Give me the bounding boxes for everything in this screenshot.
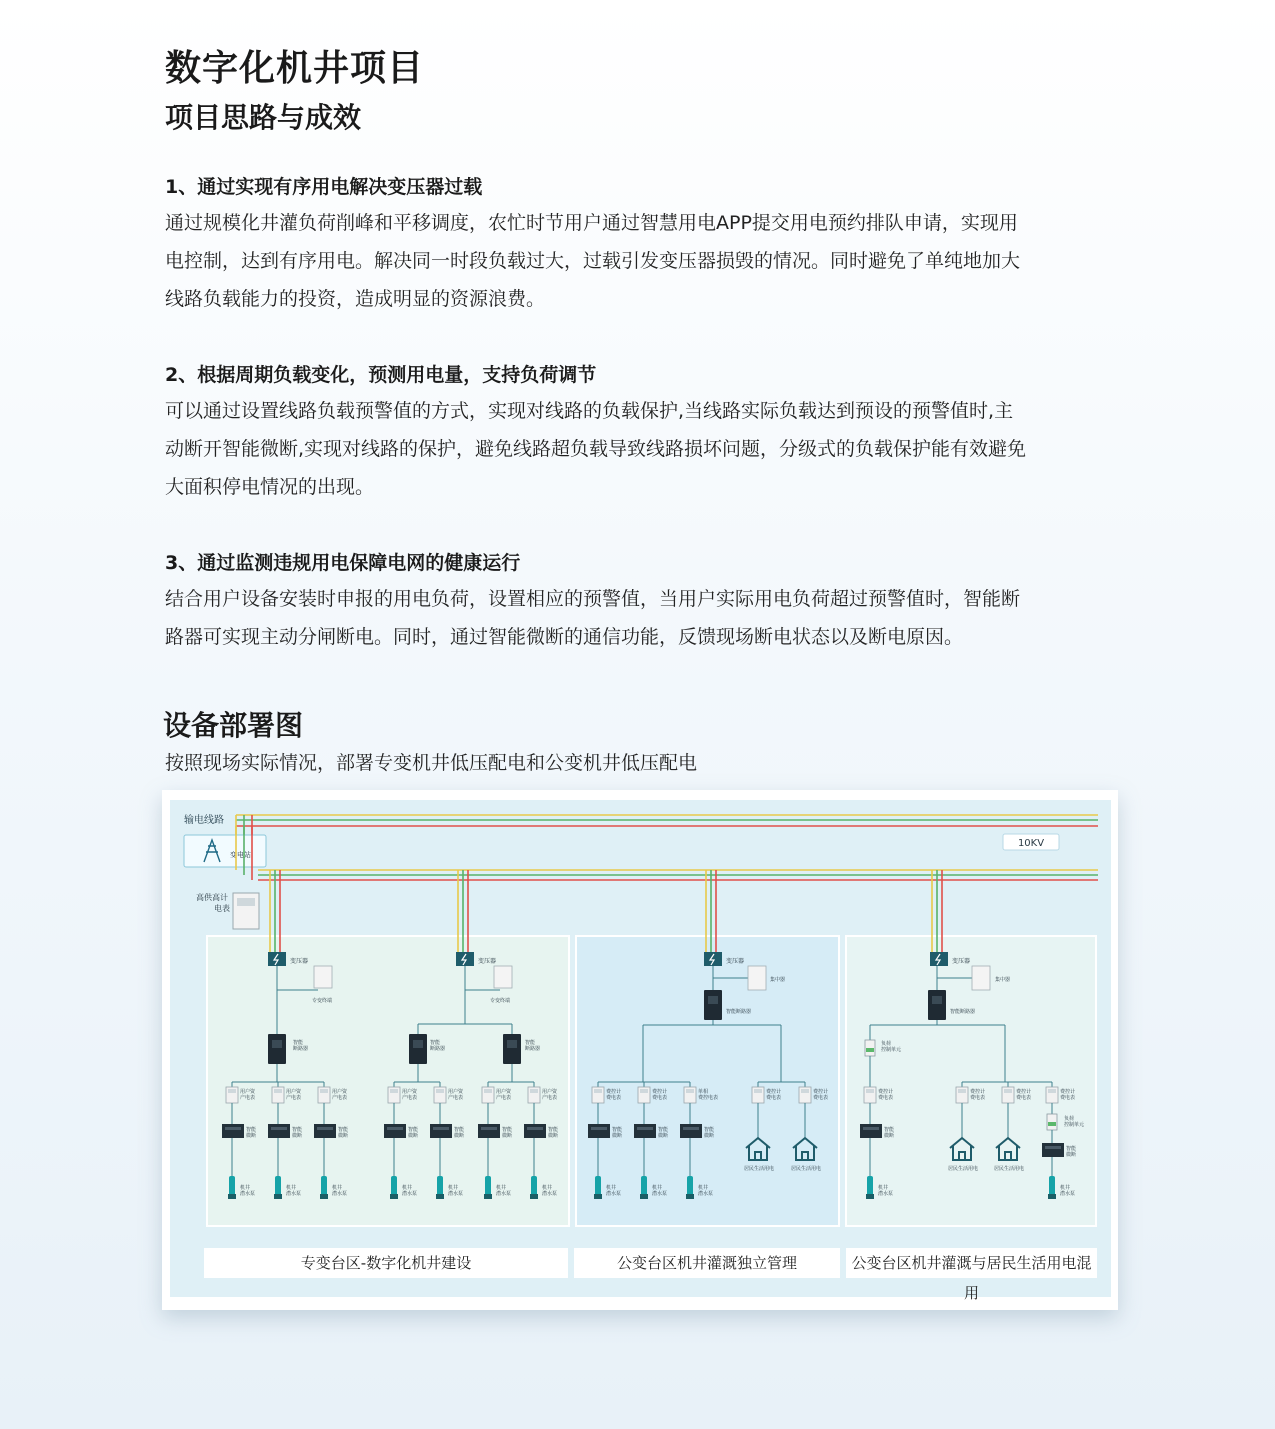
device-label: 机井 xyxy=(332,1185,343,1191)
deployment-subtitle: 按照现场实际情况，部署专变机井低压配电和公变机井低压配电 xyxy=(165,752,698,774)
device-label: 微断 xyxy=(1066,1152,1077,1158)
device-label: 机井 xyxy=(448,1185,459,1191)
breaker-face xyxy=(413,1040,423,1048)
device-label: 费电表 xyxy=(970,1095,986,1101)
device-label: 智能 xyxy=(1066,1146,1077,1152)
zone-label-public-irrigation: 公变台区机井灌溉独立管理 xyxy=(574,1248,840,1278)
meter-screen xyxy=(1004,1089,1012,1093)
pump-icon xyxy=(275,1176,281,1196)
pump-icon xyxy=(485,1176,491,1196)
zone-label-public-mixed: 公变台区机井灌溉与居民生活用电混用 xyxy=(846,1248,1097,1278)
meter-screen xyxy=(228,1089,236,1093)
device-label: 断路器 xyxy=(525,1046,541,1052)
device-label: 潜水泵 xyxy=(652,1191,668,1197)
meter-screen xyxy=(390,1089,398,1093)
breaker-icon xyxy=(409,1034,427,1064)
micro-breaker-icon xyxy=(384,1124,406,1138)
micro-breaker-icon xyxy=(430,1124,452,1138)
pump-icon xyxy=(391,1176,397,1196)
device-label: 微断 xyxy=(408,1133,419,1139)
device-label: 费控计 xyxy=(878,1089,894,1095)
transmission-line-label: 输电线路 xyxy=(184,815,224,826)
device-label: 微断 xyxy=(658,1133,669,1139)
pump-icon xyxy=(1049,1176,1055,1196)
device-label: 智能 xyxy=(548,1127,559,1133)
micro-breaker-icon xyxy=(634,1124,656,1138)
transformer-label: 变压器 xyxy=(478,958,497,965)
device-label: 费电表 xyxy=(652,1095,668,1101)
breaker-face xyxy=(272,1040,282,1048)
pump-base xyxy=(594,1194,602,1199)
device-label: 断路器 xyxy=(430,1046,446,1052)
device-label: 控制单元 xyxy=(881,1047,902,1053)
section-2-title: 2、根据周期负载变化，预测用电量，支持负荷调节 xyxy=(165,364,597,386)
pump-icon xyxy=(437,1176,443,1196)
concentrator-label: 集中器 xyxy=(995,977,1011,983)
device-label: 机井 xyxy=(652,1185,663,1191)
pump-base xyxy=(686,1194,694,1199)
micro-breaker-icon xyxy=(1042,1143,1064,1157)
device-label: 费电表 xyxy=(766,1095,782,1101)
zone-panel-public-irrigation xyxy=(576,936,839,1226)
micro-breaker-icon xyxy=(524,1124,546,1138)
device-label: 机井 xyxy=(496,1185,507,1191)
device-label: 产电表 xyxy=(402,1095,418,1101)
house-label: 居民生活用电 xyxy=(994,1166,1025,1172)
micro-breaker-face xyxy=(271,1127,287,1130)
device-label: 机井 xyxy=(606,1185,617,1191)
voltage-label: 10KV xyxy=(1017,838,1045,849)
device-label: 潜水泵 xyxy=(286,1191,302,1197)
pump-icon xyxy=(641,1176,647,1196)
transformer-label: 变压器 xyxy=(290,958,309,965)
zone-panel-dedicated xyxy=(207,936,569,1226)
device-label: 机井 xyxy=(698,1185,709,1191)
device-label: 潜水泵 xyxy=(332,1191,348,1197)
micro-breaker-icon xyxy=(860,1124,882,1138)
section-2-body xyxy=(165,392,1115,506)
device-label: 智能 xyxy=(658,1127,669,1133)
breaker-label: 智能断路器 xyxy=(950,1009,976,1015)
device-label: 潜水泵 xyxy=(878,1191,894,1197)
device-label: 费控计 xyxy=(766,1089,782,1095)
micro-breaker-face xyxy=(433,1127,449,1130)
section-1-title: 1、通过实现有序用电解决变压器过载 xyxy=(165,176,483,198)
section-2-line: 可以通过设置线路负载预警值的方式，实现对线路的负载保护,当线路实际负载达到预设的预警值时,主 xyxy=(165,400,1014,422)
breaker-icon xyxy=(268,1034,286,1064)
meter-screen xyxy=(594,1089,602,1093)
meter-screen xyxy=(801,1089,809,1093)
device-label: 用户资 xyxy=(496,1089,512,1095)
device-label: 机井 xyxy=(402,1185,413,1191)
house-label: 居民生活用电 xyxy=(791,1166,822,1172)
breaker-face xyxy=(932,996,942,1004)
device-label: 智能 xyxy=(246,1127,257,1133)
device-label: 费控计 xyxy=(970,1089,986,1095)
page-title: 数字化机井项目 xyxy=(165,48,425,89)
meter-screen xyxy=(320,1089,328,1093)
device-label: 费控计 xyxy=(1016,1089,1032,1095)
device-label: 费控计 xyxy=(606,1089,622,1095)
section-3-title: 3、通过监测违规用电保障电网的健康运行 xyxy=(165,552,521,574)
section-1-line: 通过规模化井灌负荷削峰和平移调度，农忙时节用户通过智慧用电APP提交用电预约排队申请，实现用 xyxy=(165,212,1018,234)
meter-screen xyxy=(866,1089,874,1093)
device-label: 产电表 xyxy=(332,1095,348,1101)
transformer-icon xyxy=(930,952,948,966)
device-label: 费电表 xyxy=(813,1095,829,1101)
zone-label-dedicated: 专变台区-数字化机井建设 xyxy=(204,1248,568,1278)
terminal-label: 专变终端 xyxy=(312,998,333,1004)
meter-screen xyxy=(436,1089,444,1093)
micro-breaker-face xyxy=(637,1127,653,1130)
terminal-label: 专变终端 xyxy=(490,998,511,1004)
pump-base xyxy=(274,1194,282,1199)
device-label: 机井 xyxy=(1060,1185,1071,1191)
device-label: 产电表 xyxy=(542,1095,558,1101)
device-label: 用户资 xyxy=(402,1089,418,1095)
device-label: 用户资 xyxy=(240,1089,256,1095)
device-label: 潜水泵 xyxy=(698,1191,714,1197)
device-label: 潜水泵 xyxy=(448,1191,464,1197)
house-label: 居民生活用电 xyxy=(948,1166,979,1172)
device-label: 断路器 xyxy=(293,1046,309,1052)
device-label: 机井 xyxy=(240,1185,251,1191)
device-label: 微断 xyxy=(704,1133,715,1139)
device-label: 产电表 xyxy=(496,1095,512,1101)
transformer-icon xyxy=(268,952,286,966)
device-label: 费控计 xyxy=(813,1089,829,1095)
pump-base xyxy=(484,1194,492,1199)
pump-base xyxy=(436,1194,444,1199)
micro-breaker-face xyxy=(683,1127,699,1130)
section-3-line: 路器可实现主动分闸断电。同时，通过智能微断的通信功能，反馈现场断电状态以及断电原因。 xyxy=(165,626,964,648)
device-label: 智能 xyxy=(292,1127,303,1133)
breaker-face xyxy=(708,996,718,1004)
substation-label: 变电站 xyxy=(230,851,251,859)
page-subtitle: 项目思路与成效 xyxy=(165,101,362,134)
device-label: 费控计 xyxy=(652,1089,668,1095)
micro-breaker-face xyxy=(225,1127,241,1130)
pump-base xyxy=(530,1194,538,1199)
device-label: 潜水泵 xyxy=(606,1191,622,1197)
device-label: 智能 xyxy=(502,1127,513,1133)
device-label: 潜水泵 xyxy=(542,1191,558,1197)
section-1-line: 电控制，达到有序用电。解决同一时段负载过大，过载引发变压器损毁的情况。同时避免了单纯地加大 xyxy=(165,250,1021,272)
transformer-label: 变压器 xyxy=(726,958,745,965)
device-label: 费控计 xyxy=(1060,1089,1076,1095)
micro-breaker-face xyxy=(527,1127,543,1130)
pump-icon xyxy=(229,1176,235,1196)
device-label: 用户资 xyxy=(542,1089,558,1095)
section-2-line: 动断开智能微断,实现对线路的保护，避免线路超负载导致线路损坏问题，分级式的负载保护能有效避免 xyxy=(165,438,1027,460)
device-label: 用户资 xyxy=(448,1089,464,1095)
device-label: 机井 xyxy=(542,1185,553,1191)
micro-breaker-icon xyxy=(588,1124,610,1138)
pump-base xyxy=(228,1194,236,1199)
pump-icon xyxy=(321,1176,327,1196)
pump-base xyxy=(320,1194,328,1199)
section-1-line: 线路负载能力的投资，造成明显的资源浪费。 xyxy=(165,288,546,310)
meter-screen xyxy=(274,1089,282,1093)
pump-base xyxy=(640,1194,648,1199)
micro-breaker-face xyxy=(481,1127,497,1130)
device-label: 控制单元 xyxy=(1064,1122,1085,1128)
meter-label: 电表 xyxy=(214,904,230,913)
micro-breaker-icon xyxy=(478,1124,500,1138)
breaker-label: 智能断路器 xyxy=(726,1009,752,1015)
zone-panel-public-mixed xyxy=(846,936,1096,1226)
micro-breaker-face xyxy=(387,1127,403,1130)
device-label: 机井 xyxy=(286,1185,297,1191)
meter-label: 高供高计 xyxy=(196,893,228,902)
device-label: 费电表 xyxy=(1016,1095,1032,1101)
device-label: 单相 xyxy=(698,1089,709,1095)
micro-breaker-face xyxy=(591,1127,607,1130)
terminal-icon xyxy=(314,966,332,988)
device-label: 用户资 xyxy=(286,1089,302,1095)
breaker-face xyxy=(507,1040,517,1048)
diagram-svg xyxy=(162,790,1118,1310)
device-label: 微断 xyxy=(246,1133,257,1139)
device-label: 微断 xyxy=(292,1133,303,1139)
device-label: 微断 xyxy=(884,1133,895,1139)
pump-icon xyxy=(531,1176,537,1196)
meter-screen xyxy=(237,898,255,906)
device-label: 机井 xyxy=(878,1185,889,1191)
device-label: 智能 xyxy=(408,1127,419,1133)
device-label: 负荷 xyxy=(881,1041,892,1047)
device-label: 微断 xyxy=(502,1133,513,1139)
device-label: 微断 xyxy=(338,1133,349,1139)
micro-breaker-icon xyxy=(268,1124,290,1138)
device-label: 产电表 xyxy=(286,1095,302,1101)
device-label: 费电表 xyxy=(606,1095,622,1101)
substation-box xyxy=(184,835,266,867)
meter-screen xyxy=(484,1089,492,1093)
pump-base xyxy=(1048,1194,1056,1199)
device-label: 智能 xyxy=(454,1127,465,1133)
concentrator-label: 集中器 xyxy=(770,977,786,983)
concentrator-icon xyxy=(972,966,990,990)
micro-breaker-face xyxy=(863,1127,879,1130)
load-control-led xyxy=(866,1048,874,1052)
meter-screen xyxy=(640,1089,648,1093)
meter-screen xyxy=(686,1089,694,1093)
deployment-title: 设备部署图 xyxy=(163,709,304,742)
micro-breaker-icon xyxy=(314,1124,336,1138)
section-2-line: 大面积停电情况的出现。 xyxy=(165,476,375,498)
deployment-diagram xyxy=(162,790,1118,1310)
device-label: 智能 xyxy=(612,1127,623,1133)
pump-icon xyxy=(687,1176,693,1196)
terminal-icon xyxy=(494,966,512,988)
pump-icon xyxy=(867,1176,873,1196)
device-label: 费电表 xyxy=(878,1095,894,1101)
breaker-icon xyxy=(704,990,722,1020)
breaker-icon xyxy=(928,990,946,1020)
house-label: 居民生活用电 xyxy=(744,1166,775,1172)
device-label: 费控电表 xyxy=(698,1095,719,1101)
device-label: 微断 xyxy=(454,1133,465,1139)
micro-breaker-icon xyxy=(680,1124,702,1138)
device-label: 潜水泵 xyxy=(240,1191,256,1197)
pump-icon xyxy=(595,1176,601,1196)
device-label: 智能 xyxy=(430,1040,441,1046)
micro-breaker-icon xyxy=(222,1124,244,1138)
device-label: 智能 xyxy=(525,1040,536,1046)
section-3-body xyxy=(165,580,1115,656)
transformer-label: 变压器 xyxy=(952,958,971,965)
device-label: 微断 xyxy=(612,1133,623,1139)
meter-screen xyxy=(1048,1089,1056,1093)
device-label: 智能 xyxy=(293,1040,304,1046)
pump-base xyxy=(866,1194,874,1199)
device-label: 负荷 xyxy=(1064,1116,1075,1122)
meter-screen xyxy=(958,1089,966,1093)
device-label: 智能 xyxy=(884,1127,895,1133)
device-label: 智能 xyxy=(338,1127,349,1133)
micro-breaker-face xyxy=(317,1127,333,1130)
device-label: 微断 xyxy=(548,1133,559,1139)
meter-screen xyxy=(754,1089,762,1093)
micro-breaker-face xyxy=(1045,1146,1061,1149)
meter-screen xyxy=(530,1089,538,1093)
device-label: 用户资 xyxy=(332,1089,348,1095)
load-control-led xyxy=(1048,1122,1056,1126)
pump-base xyxy=(390,1194,398,1199)
device-label: 产电表 xyxy=(240,1095,256,1101)
device-label: 费电表 xyxy=(1060,1095,1076,1101)
device-label: 潜水泵 xyxy=(402,1191,418,1197)
device-label: 潜水泵 xyxy=(1060,1191,1076,1197)
device-label: 智能 xyxy=(704,1127,715,1133)
device-label: 产电表 xyxy=(448,1095,464,1101)
transformer-icon xyxy=(456,952,474,966)
concentrator-icon xyxy=(748,966,766,990)
section-1-body xyxy=(165,204,1115,318)
section-3-line: 结合用户设备安装时申报的用电负荷，设置相应的预警值，当用户实际用电负荷超过预警值时，智能断 xyxy=(165,588,1021,610)
transformer-icon xyxy=(704,952,722,966)
breaker-icon xyxy=(503,1034,521,1064)
device-label: 潜水泵 xyxy=(496,1191,512,1197)
